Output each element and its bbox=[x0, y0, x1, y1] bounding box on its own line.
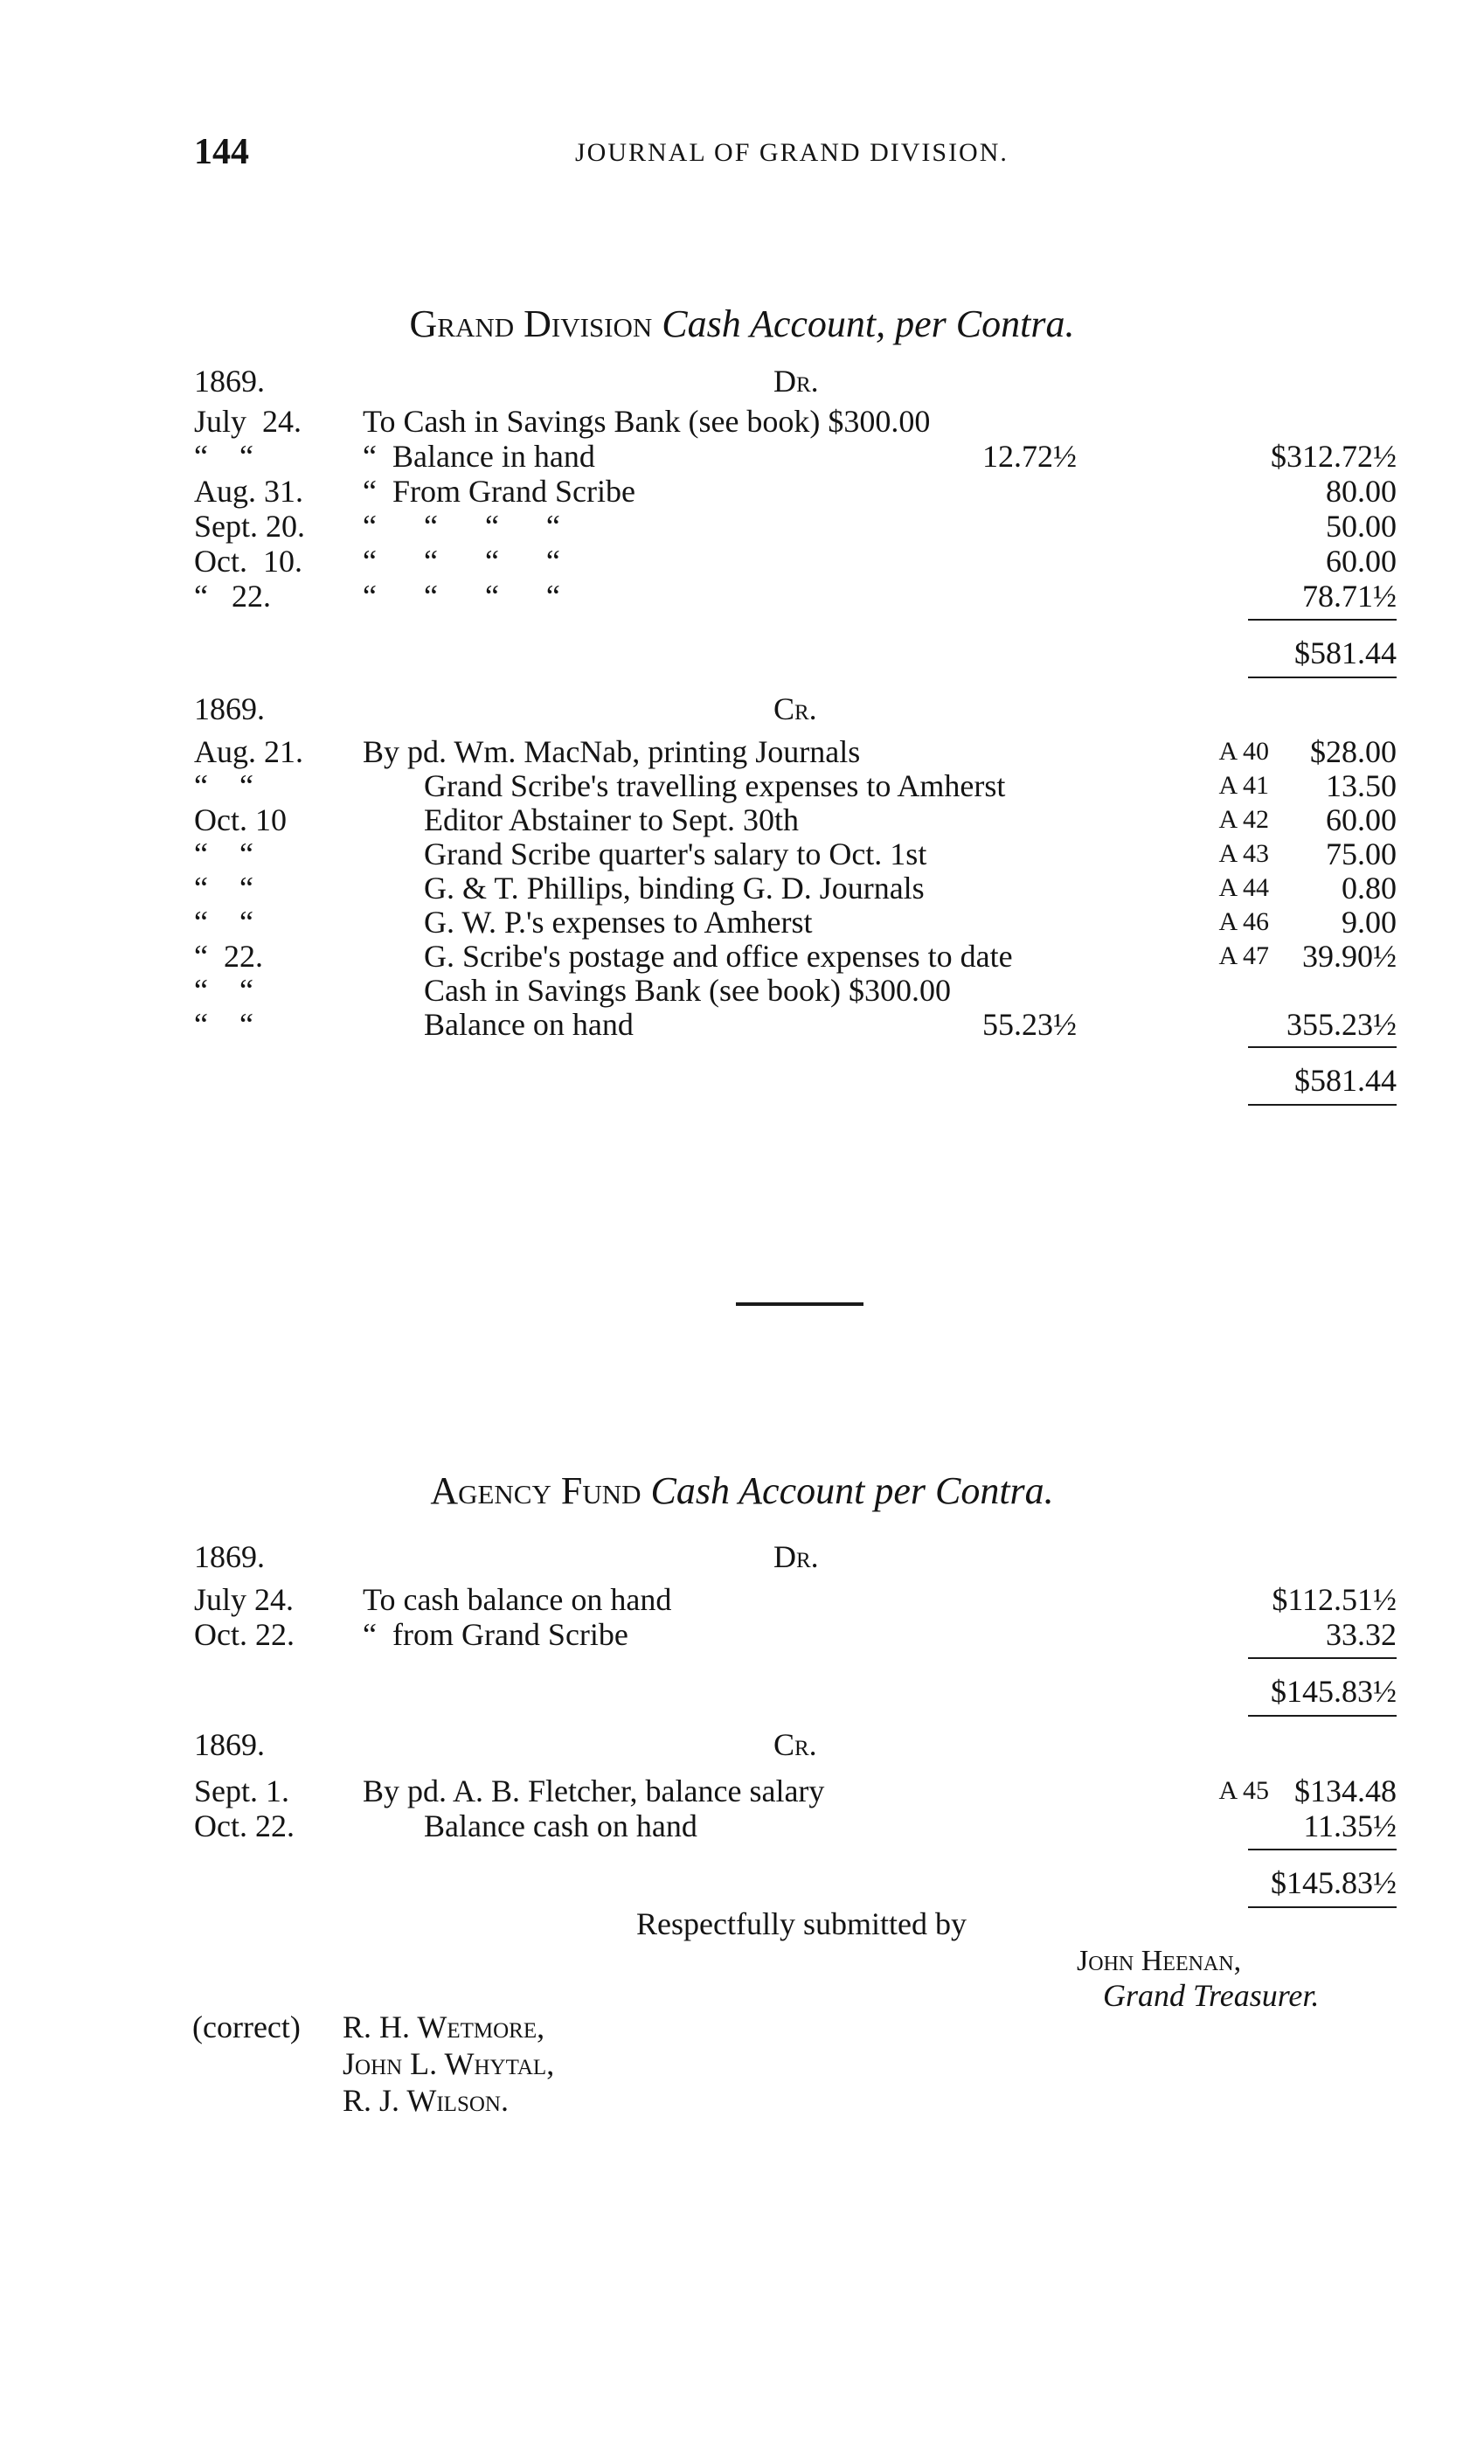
dr-total: $145.83½ bbox=[1271, 1674, 1397, 1709]
entry-amount: 355.23½ bbox=[1286, 1007, 1397, 1042]
entry-amount: 75.00 bbox=[1326, 836, 1397, 871]
entry-date: Aug. 21. bbox=[194, 734, 303, 769]
total-rule bbox=[1248, 1657, 1397, 1659]
ledger-row bbox=[0, 869, 1484, 907]
entry-date: “ “ bbox=[194, 871, 253, 906]
total-rule bbox=[1248, 619, 1397, 621]
entry-amount: $28.00 bbox=[1310, 734, 1397, 769]
ledger-row bbox=[0, 835, 1484, 873]
dr-heading: Dr. bbox=[773, 364, 819, 399]
entry-date: Oct. 22. bbox=[194, 1617, 295, 1652]
entry-description: “ “ “ “ bbox=[363, 509, 560, 544]
ledger-row bbox=[0, 1615, 1484, 1654]
ledger-row bbox=[0, 1005, 1484, 1044]
entry-amount: 33.32 bbox=[1326, 1617, 1397, 1652]
ledger-row bbox=[0, 937, 1484, 975]
entry-amount: 39.90½ bbox=[1302, 939, 1397, 974]
ledger-row bbox=[0, 542, 1484, 580]
dr-total: $581.44 bbox=[1294, 635, 1397, 670]
entry-description: To Cash in Savings Bank (see book) $300.00 bbox=[363, 404, 931, 439]
entry-description: “ from Grand Scribe bbox=[363, 1617, 628, 1652]
entry-voucher: A 45 bbox=[1218, 1776, 1269, 1805]
entry-date: “ “ bbox=[194, 905, 253, 940]
entry-amount: $112.51½ bbox=[1272, 1582, 1397, 1617]
cr-heading: Cr. bbox=[773, 1727, 817, 1762]
ledger-row bbox=[0, 732, 1484, 771]
ledger-row bbox=[0, 1580, 1484, 1619]
entry-description: By pd. A. B. Fletcher, balance salary bbox=[363, 1773, 825, 1808]
entry-amount: 11.35½ bbox=[1303, 1808, 1397, 1843]
agency-fund-title-caps: Agency Fund bbox=[430, 1469, 641, 1512]
entry-date: Sept. 20. bbox=[194, 509, 306, 544]
entry-amount: 80.00 bbox=[1326, 474, 1397, 509]
auditor-2: John L. Whytal, bbox=[343, 2046, 555, 2081]
total-underline bbox=[1248, 1715, 1397, 1717]
entry-date: “ “ bbox=[194, 768, 253, 803]
entry-description: Balance on hand bbox=[424, 1007, 634, 1042]
entry-amount: 9.00 bbox=[1342, 905, 1397, 940]
ledger-row bbox=[0, 767, 1484, 805]
entry-voucher: A 44 bbox=[1218, 873, 1269, 902]
cr-total: $581.44 bbox=[1294, 1063, 1397, 1098]
entry-description: Grand Scribe quarter's salary to Oct. 1st bbox=[424, 836, 927, 871]
dr-heading: Dr. bbox=[773, 1539, 819, 1574]
entry-description: G. & T. Phillips, binding G. D. Journals bbox=[424, 871, 925, 906]
agency-fund-title bbox=[0, 1468, 1484, 1514]
submitted-line: Respectfully submitted by bbox=[636, 1906, 967, 1941]
entry-date: Oct. 10. bbox=[194, 544, 302, 579]
page-number: 144 bbox=[194, 132, 249, 172]
entry-description: “ “ “ “ bbox=[363, 579, 560, 614]
ledger-row bbox=[0, 971, 1484, 1010]
entry-date: “ “ bbox=[194, 1007, 253, 1042]
correct-label: (correct) bbox=[192, 2009, 301, 2044]
entry-description: “ Balance in hand bbox=[363, 439, 595, 474]
cr-total: $145.83½ bbox=[1271, 1865, 1397, 1900]
ledger-row bbox=[0, 472, 1484, 510]
dr-year: 1869. bbox=[194, 364, 265, 399]
entry-date: “ “ bbox=[194, 973, 253, 1008]
grand-division-title bbox=[0, 302, 1484, 347]
entry-date: “ “ bbox=[194, 836, 253, 871]
entry-voucher: A 43 bbox=[1218, 839, 1269, 868]
entry-voucher: A 47 bbox=[1218, 941, 1269, 970]
entry-amount: 60.00 bbox=[1326, 544, 1397, 579]
entry-description: To cash balance on hand bbox=[363, 1582, 672, 1617]
entry-voucher: A 46 bbox=[1218, 907, 1269, 936]
entry-date: July 24. bbox=[194, 1582, 295, 1617]
cr-year: 1869. bbox=[194, 691, 265, 726]
entry-amount: 13.50 bbox=[1326, 768, 1397, 803]
entry-voucher: A 40 bbox=[1218, 737, 1269, 766]
entry-date: “ “ bbox=[194, 439, 253, 474]
total-underline bbox=[1248, 1906, 1397, 1908]
entry-description: “ “ “ “ bbox=[363, 544, 560, 579]
ledger-row bbox=[0, 1807, 1484, 1845]
ledger-row bbox=[0, 402, 1484, 441]
total-underline bbox=[1248, 677, 1397, 678]
entry-date: July 24. bbox=[194, 404, 302, 439]
entry-amount: 0.80 bbox=[1342, 871, 1397, 906]
ledger-row bbox=[0, 507, 1484, 545]
ledger-row bbox=[0, 577, 1484, 615]
total-rule bbox=[1248, 1046, 1397, 1048]
dr-year: 1869. bbox=[194, 1539, 265, 1574]
ledger-row bbox=[0, 437, 1484, 475]
entry-date: Aug. 31. bbox=[194, 474, 303, 509]
entry-amount: 60.00 bbox=[1326, 802, 1397, 837]
auditor-1: R. H. Wetmore, bbox=[343, 2009, 545, 2044]
entry-voucher: A 41 bbox=[1218, 771, 1269, 800]
entry-amount: $134.48 bbox=[1294, 1773, 1397, 1808]
entry-description: Editor Abstainer to Sept. 30th bbox=[424, 802, 799, 837]
entry-date: Sept. 1. bbox=[194, 1773, 290, 1808]
treasurer-name: John Heenan, bbox=[1077, 1945, 1242, 1977]
entry-description: Cash in Savings Bank (see book) $300.00 bbox=[424, 973, 951, 1008]
cr-heading: Cr. bbox=[773, 691, 817, 726]
entry-subtotal: 12.72½ bbox=[982, 439, 1077, 474]
ledger-row bbox=[0, 1772, 1484, 1810]
entry-date: “ 22. bbox=[194, 939, 263, 974]
entry-amount: $312.72½ bbox=[1271, 439, 1397, 474]
section-divider bbox=[736, 1302, 863, 1306]
running-title: JOURNAL OF GRAND DIVISION. bbox=[575, 138, 1009, 167]
entry-date: “ 22. bbox=[194, 579, 271, 614]
entry-description: “ From Grand Scribe bbox=[363, 474, 635, 509]
entry-description: By pd. Wm. MacNab, printing Journals bbox=[363, 734, 861, 769]
entry-description: G. Scribe's postage and office expenses to date bbox=[424, 939, 1013, 974]
entry-description: Balance cash on hand bbox=[424, 1808, 697, 1843]
treasurer-title: Grand Treasurer. bbox=[1103, 1978, 1320, 2013]
auditor-3: R. J. Wilson. bbox=[343, 2083, 509, 2118]
total-underline bbox=[1248, 1104, 1397, 1106]
cr-year: 1869. bbox=[194, 1727, 265, 1762]
entry-voucher: A 42 bbox=[1218, 805, 1269, 834]
ledger-row bbox=[0, 903, 1484, 941]
entry-date: Oct. 10 bbox=[194, 802, 287, 837]
grand-division-title-caps: Grand Division bbox=[409, 302, 653, 345]
entry-description: Grand Scribe's travelling expenses to Amherst bbox=[424, 768, 1006, 803]
entry-subtotal: 55.23½ bbox=[982, 1007, 1077, 1042]
entry-amount: 50.00 bbox=[1326, 509, 1397, 544]
agency-fund-title-italic: Cash Account per Contra. bbox=[650, 1469, 1054, 1512]
grand-division-title-italic: Cash Account, per Contra. bbox=[662, 302, 1075, 345]
ledger-row bbox=[0, 801, 1484, 839]
entry-amount: 78.71½ bbox=[1302, 579, 1397, 614]
entry-date: Oct. 22. bbox=[194, 1808, 295, 1843]
total-rule bbox=[1248, 1849, 1397, 1850]
entry-description: G. W. P.'s expenses to Amherst bbox=[424, 905, 813, 940]
